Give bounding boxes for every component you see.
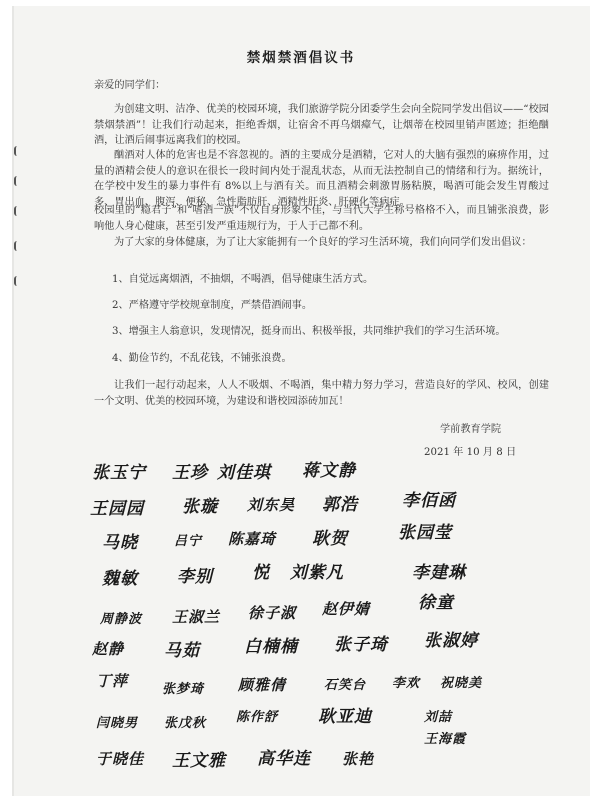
greeting: 亲爱的同学们： <box>94 80 166 91</box>
proposal-item-3: 3、增强主人翁意识，发现情况，挺身而出、积极举报，共同维护我们的学习生活环境。 <box>112 326 506 337</box>
signature: 蒋文静 <box>302 461 356 481</box>
signature: 刘东昊 <box>247 496 296 514</box>
signature: 丁萍 <box>96 672 129 690</box>
signature: 白楠楠 <box>244 637 298 657</box>
signature: 闫晓男 <box>96 716 139 731</box>
binding-marks <box>12 146 26 296</box>
paragraph-2: 酗酒对人体的危害也是不容忽视的。酒的主要成分是酒精，它对人的大脑有强烈的麻痹作用，过量的酒精会使人的意识在很长一段时间内处于混乱状态，从而无法控制自己的情绪和行为。据统计，在学校中发生的暴力事件有 8%以上与酒有关。而且酒精会刺激胃肠粘膜，喝酒可能会发生胃酸过多、胃出血、腹泻、便秘、急性脂肪肝、酒精性肝炎、肝硬化等病症。 <box>94 150 549 208</box>
signature: 张梦琦 <box>162 682 205 697</box>
paragraph-4: 为了大家的身体健康，为了让大家能拥有一个良好的学习生活环境，我们向同学们发出倡议： <box>114 237 532 248</box>
signature: 张玉宁 <box>92 463 146 483</box>
signature: 刘紫凡 <box>290 563 344 583</box>
signature: 张艳 <box>342 750 375 768</box>
signature: 悦 <box>252 563 270 583</box>
signature: 张淑婷 <box>424 631 478 651</box>
signature: 石笑台 <box>324 678 367 693</box>
signature: 赵静 <box>92 640 125 658</box>
signature: 李佰函 <box>402 491 456 511</box>
signature: 郭浩 <box>322 495 358 515</box>
signature: 王园园 <box>90 499 144 519</box>
paragraph-3: 校园里的“瘾君子”和“嗜酒一族”不仅自身形象不佳，与当代大学生称号格格不入，而且铺张浪费，影响他人身心健康，甚至引发严重违规行为，于人于己都不利。 <box>94 205 549 232</box>
signature: 王海霞 <box>424 732 467 747</box>
organization-signature: 学前教育学院 <box>440 424 502 435</box>
signature: 李建琳 <box>412 563 466 583</box>
signature: 徐子淑 <box>248 604 297 622</box>
signature: 耿亚迪 <box>318 707 372 727</box>
signature: 祝晓美 <box>440 676 483 691</box>
signature: 陈嘉琦 <box>228 530 277 548</box>
document-page <box>12 6 590 796</box>
proposal-item-1: 1、自觉远离烟酒，不抽烟，不喝酒，倡导健康生活方式。 <box>112 274 374 285</box>
document-date: 2021 年 10 月 8 日 <box>424 447 517 458</box>
signature: 周静波 <box>100 612 143 627</box>
proposal-item-2: 2、严格遵守学校规章制度，严禁借酒闹事。 <box>112 300 313 311</box>
signature: 于晓佳 <box>96 750 145 768</box>
signature: 刘喆 <box>424 710 453 725</box>
signature: 张园莹 <box>398 523 452 543</box>
signature: 顾雅倩 <box>238 676 287 694</box>
signature: 王珍 <box>172 463 208 483</box>
signature: 魏敏 <box>102 569 138 589</box>
signature: 张子琦 <box>334 635 388 655</box>
signature: 徐童 <box>418 593 454 613</box>
signature: 王文雅 <box>172 751 226 771</box>
document-title: 禁烟禁酒倡议书 <box>246 50 356 66</box>
signature: 高华连 <box>257 749 311 769</box>
signature: 王淑兰 <box>172 608 221 626</box>
signature: 李别 <box>177 567 213 587</box>
signature: 陈作舒 <box>236 710 279 725</box>
closing-paragraph: 让我们一起行动起来，人人不吸烟、不喝酒，集中精力努力学习，营造良好的学风、校风，创建一个文明、优美的校园环境，为建设和谐校园添砖加瓦！ <box>94 380 549 407</box>
signature: 马茹 <box>164 641 200 661</box>
proposal-item-4: 4、勤俭节约，不乱花钱，不铺张浪费。 <box>112 353 292 364</box>
signature: 马晓 <box>102 533 138 553</box>
signature: 李欢 <box>392 676 421 691</box>
signature: 耿贺 <box>312 529 348 549</box>
signature: 刘佳琪 <box>217 463 271 483</box>
signature: 张戊秋 <box>164 716 207 731</box>
signature: 吕宁 <box>174 534 203 549</box>
signature: 张璇 <box>182 497 218 517</box>
signature: 赵伊婧 <box>322 600 371 618</box>
paragraph-1: 为创建文明、洁净、优美的校园环境，我们旅游学院分团委学生会向全院同学发出倡议——“校园禁烟禁酒”！让我们行动起来，拒绝香烟，让宿舍不再乌烟瘴气，让烟蒂在校园里销声匿迹；拒绝酗酒，让酒后闹事远离我们的校园。 <box>94 104 549 146</box>
